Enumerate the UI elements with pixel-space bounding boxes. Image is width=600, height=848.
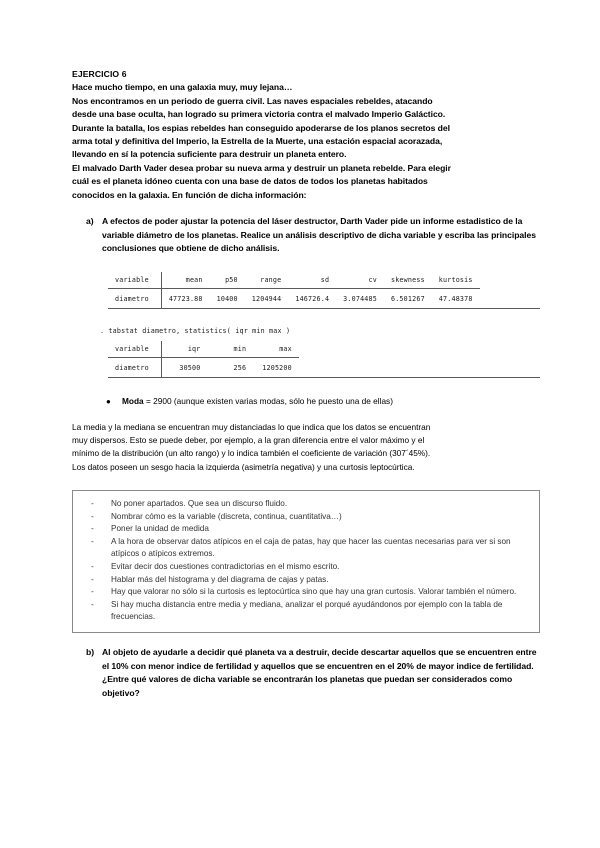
item-marker-a: a) <box>86 216 94 227</box>
note-item <box>83 561 529 574</box>
analysis-paragraph <box>72 421 540 474</box>
analysis-line: La media y la mediana se encuentran muy distanciadas lo que indica que los datos se encuentran <box>72 421 431 432</box>
intro-line: Durante la batalla, los espias rebeldes han conseguido apoderarse de los planos secretos del <box>72 122 450 133</box>
note-dash-marker: - <box>91 524 94 534</box>
note-item <box>83 523 529 536</box>
intro-line: Hace mucho tiempo, en una galaxia muy, muy lejana… <box>72 82 293 93</box>
cell-variable: diametro <box>108 288 161 308</box>
col-header-kurtosis: kurtosis <box>432 272 480 289</box>
col-header-max: max <box>253 341 299 358</box>
moda-value: = 2900 (aunque existen varias modas, sólo he puesto una de ellas) <box>143 395 393 406</box>
note-text: Poner la unidad de medida <box>111 524 209 534</box>
note-item <box>83 536 529 561</box>
cell-p50: 10400 <box>216 294 238 303</box>
bullet-dot-icon: ● <box>106 396 111 406</box>
note-text: Evitar decir dos cuestiones contradictorias en el mismo escrito. <box>111 562 340 571</box>
moda-line <box>122 395 393 408</box>
cell-kurtosis: 47.48378 <box>438 294 473 303</box>
intro-line: cuál es el planeta idóneo cuenta con una base de datos de todos los planetas habitados <box>72 176 428 187</box>
note-dash-marker: - <box>91 536 94 546</box>
cell-iqr: 30500 <box>179 363 201 372</box>
note-text: Hay que valorar no sólo si la curtosis es leptocúrtica sino que hay una gran curtosis. Valorar también el número. <box>111 587 517 597</box>
note-text: A la hora de observar datos atípicos en el caja de patas, hay que hacer las cuentas necesarias para ver si son atípicos o atípicos extremos. <box>111 536 511 559</box>
cell-min: 256 <box>233 363 247 372</box>
iqr-statistics-table <box>108 341 299 377</box>
note-text: Hablar más del histograma y del diagrama de cajas y patas. <box>111 574 329 584</box>
exercise-item-list-b <box>72 646 540 700</box>
col-header-skewness: skewness <box>384 272 432 289</box>
item-marker-b: b) <box>86 646 95 657</box>
note-item <box>83 574 529 587</box>
analysis-line: mínimo de la distribución (un alto rango) y lo indica también el coeficiente de variación (307´45%). <box>72 448 431 459</box>
col-header-mean: mean <box>161 272 209 289</box>
note-dash-marker: - <box>91 562 94 571</box>
intro-line: El malvado Darth Vader desea probar su nueva arma y destruir un planeta rebelde. Para elegir <box>72 162 451 173</box>
stata-command-line: . tabstat diametro, statistics( iqr min max ) <box>100 326 291 335</box>
intro-line: llevando en sí la potencia suficiente para destruir un planeta entero. <box>72 149 347 160</box>
note-dash-marker: - <box>91 511 94 521</box>
intro-paragraph <box>72 81 540 202</box>
intro-line: conocidos en la galaxia. En función de dicha información: <box>72 189 307 200</box>
analysis-line: Los datos poseen un sesgo hacia la izquierda (asimetría negativa) y una curtosis leptocúrtica. <box>72 461 415 472</box>
feedback-notes-box <box>72 490 540 633</box>
intro-line: arma total y definitiva del Imperio, la Estrella de la Muerte, una estación espacial acorazada, <box>72 136 443 147</box>
cell-variable: diametro <box>108 357 161 377</box>
cell-cv: 3.074485 <box>343 294 377 303</box>
col-header-min: min <box>208 341 254 358</box>
col-header-iqr: iqr <box>161 341 207 358</box>
exercise-item-a <box>72 215 540 256</box>
exercise-item-list <box>72 215 540 256</box>
analysis-line: muy dispersos. Esto se puede deber, por ejemplo, a la gran diferencia entre el valor máximo y el <box>72 435 425 446</box>
note-text: Si hay mucha distancia entre media y mediana, analizar el porqué ayudándonos por ejemplo con la tabla de frecuencias. <box>111 599 503 622</box>
page-title: EJERCICIO 6 <box>72 69 127 79</box>
intro-line: Nos encontramos en un periodo de guerra civil. Las naves espaciales rebeldes, atacando <box>72 95 433 106</box>
col-header-range: range <box>245 272 289 289</box>
stata-iqr-table-block <box>108 341 540 378</box>
note-dash-marker: - <box>91 587 94 597</box>
note-item <box>83 498 529 511</box>
col-header-variable: variable <box>108 272 161 289</box>
note-item <box>83 599 529 624</box>
col-header-cv: cv <box>336 272 384 289</box>
table-header-row <box>108 341 299 358</box>
cell-max: 1205200 <box>262 363 292 372</box>
col-header-variable: variable <box>108 341 161 358</box>
note-text: No poner apartados. Que sea un discurso fluido. <box>111 499 288 509</box>
cell-skewness: 6.501267 <box>390 294 425 303</box>
note-item <box>83 511 529 524</box>
exercise-item-b <box>72 646 540 700</box>
note-text: Nombrar cómo es la variable (discreta, continua, cuantitativa…) <box>111 511 342 521</box>
table-row <box>108 357 299 377</box>
moda-bullet-item <box>106 395 540 408</box>
note-dash-marker: - <box>91 499 94 509</box>
summary-statistics-table <box>108 272 480 308</box>
item-text-b: Al objeto de ayudarle a decidir qué planeta va a destruir, decide descartar aquellos que se encuentren entre el 10% con menor indice de fertilidad y aquellos que se encuentren en el 20% de mayor indice de fertilidad. ¿Entre qué valores de dicha variable se encontrarán los planetas que puedan ser considerados como objetivo? <box>102 646 537 698</box>
table-header-row <box>108 272 480 289</box>
col-header-sd: sd <box>288 272 336 289</box>
intro-line: desde una base oculta, han logrado su primera victoria contra el malvado Imperio Galáctico. <box>72 109 446 120</box>
note-item <box>83 586 529 599</box>
cell-mean: 47723.88 <box>168 294 203 303</box>
cell-range: 1204944 <box>251 294 282 303</box>
cell-sd: 146726.4 <box>295 294 330 303</box>
moda-label: Moda <box>122 395 144 406</box>
item-text-a: A efectos de poder ajustar la potencia del láser destructor, Darth Vader pide un informe estadistico de la variable diámetro de los planetas. Realice un análisis descriptivo de dicha variable y escriba las principales conclusiones que obtiene de dicho análisis. <box>102 216 536 254</box>
col-header-p50: p50 <box>210 272 245 289</box>
table-row <box>108 288 480 308</box>
stata-summary-table-block <box>108 272 540 309</box>
note-dash-marker: - <box>91 574 94 584</box>
note-dash-marker: - <box>91 599 94 609</box>
